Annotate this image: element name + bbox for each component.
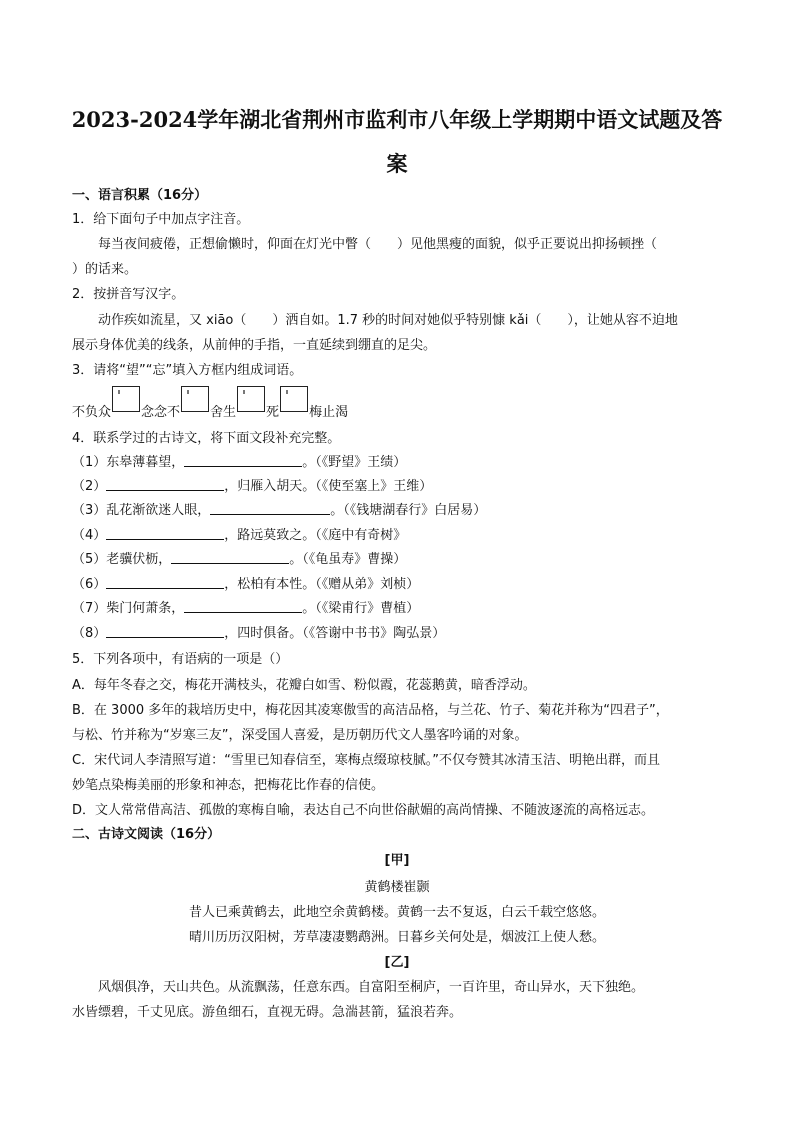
q4-stem: 4．联系学过的古诗文，将下面文段补充完整。 [72, 431, 341, 446]
q5-option-b-line-1: B．在 3000 多年的栽培历史中，梅花因其凌寒傲雪的高洁品格，与兰花、竹子、菊花并称为“四君子”， [72, 703, 669, 718]
q4-item-7 [72, 597, 419, 616]
q5-option-a: A．每年冬春之交，梅花开满枝头，花瓣白如雪、粉似霞，花蕊鹅黄，暗香浮动。 [72, 678, 536, 693]
q3-word-row [72, 386, 348, 420]
q4-item-4 [72, 524, 406, 543]
jia-poem-line-1: 昔人已乘黄鹤去，此地空余黄鹤楼。黄鹤一去不复返，白云千载空悠悠。 [188, 905, 605, 920]
q4-item-6-blank[interactable] [106, 576, 224, 589]
q4-item-5 [72, 548, 406, 567]
q4-item-8-blank[interactable] [106, 625, 224, 638]
q4-item-6-suffix: ，松柏有本性。（《赠从弟》刘桢） [224, 577, 420, 592]
q2-text-c: ），让她从容不迫地 [567, 313, 678, 328]
q4-item-1-suffix: 。（《野望》王绩） [302, 455, 407, 470]
q5-stem: 5．下列各项中，有语病的一项是（） [72, 652, 289, 667]
q4-item-2-blank[interactable] [106, 478, 224, 491]
q4-item-7-suffix: 。（《梁甫行》曹植） [302, 601, 420, 616]
q4-item-3-suffix: 。（《钱塘湖春行》白居易） [330, 503, 487, 518]
q4-item-3 [72, 499, 486, 518]
q3-box-1[interactable] [112, 386, 140, 412]
q2-text-b: ）洒自如。1.7 秒的时间对她似乎特别慷 kǎi（ [272, 313, 542, 328]
jia-poem-title: 黄鹤楼崔颢 [364, 880, 430, 895]
q1-text-a: 每当夜间疲倦，正想偷懒时，仰面在灯光中瞥（ [98, 237, 372, 252]
q1-line-2 [72, 258, 137, 277]
q1-text-b: ）见他黑瘦的面貌，似乎正要说出抑扬顿挫（ [397, 237, 658, 252]
jia-label: [甲] [384, 853, 410, 868]
q5-option-c-line-2: 妙笔点染梅美丽的形象和神态，把梅花比作春的信使。 [72, 778, 385, 793]
q3-part-3: 舍生 [210, 405, 237, 420]
page-title-line-2: 案 [386, 151, 408, 176]
q3-stem: 3．请将“望”“忘”填入方框内组成词语。 [72, 363, 303, 378]
q3-part-1: 不负众 [72, 405, 112, 420]
q3-part-2: 念念不 [141, 405, 181, 420]
q1-line-1 [98, 233, 657, 252]
q4-item-1-blank[interactable] [184, 454, 302, 467]
q2-line-2: 展示身体优美的线条，从前伸的手指，一直延续到绷直的足尖。 [72, 338, 437, 353]
q4-item-8-prefix: （8） [72, 626, 107, 641]
q4-item-6 [72, 573, 419, 592]
q2-text-a: 动作疾如流星，又 xiāo（ [98, 313, 247, 328]
yi-text-line-1: 风烟俱净，天山共色。从流飘荡，任意东西。自富阳至桐庐，一百许里，奇山异水，天下独绝。 [98, 980, 645, 995]
q4-item-3-prefix: （3）乱花渐欲迷人眼， [72, 503, 211, 518]
q4-item-6-prefix: （6） [72, 577, 107, 592]
q4-item-1-prefix: （1）东皋薄暮望， [72, 455, 185, 470]
q2-line-1 [98, 309, 678, 328]
q4-item-8-suffix: ，四时俱备。（《答谢中书书》陶弘景） [224, 626, 446, 641]
q3-box-2[interactable] [181, 386, 209, 412]
q1-text-c: ）的话来。 [72, 262, 138, 277]
q4-item-2-prefix: （2） [72, 479, 107, 494]
yi-label: [乙] [384, 955, 410, 970]
q4-item-4-blank[interactable] [106, 527, 224, 540]
q4-item-2 [72, 475, 432, 494]
section-2-heading: 二、古诗文阅读（16分） [72, 827, 221, 842]
yi-text-line-2: 水皆缥碧，千丈见底。游鱼细石，直视无碍。急湍甚箭，猛浪若奔。 [72, 1005, 463, 1020]
q1-stem: 1．给下面句子中加点字注音。 [72, 212, 250, 227]
section-1-heading: 一、语言积累（16分） [72, 188, 208, 203]
q2-stem: 2．按拼音写汉字。 [72, 287, 185, 302]
q4-item-5-prefix: （5）老骥伏枥， [72, 552, 172, 567]
q4-item-8 [72, 622, 445, 641]
q4-item-5-blank[interactable] [171, 551, 289, 564]
q3-box-3[interactable] [237, 386, 265, 412]
q4-item-4-prefix: （4） [72, 528, 107, 543]
q3-part-5: 梅止渴 [309, 405, 349, 420]
q5-option-d: D．文人常常借高洁、孤傲的寒梅自喻，表达自己不向世俗献媚的高尚情操、不随波逐流的高格远志。 [72, 803, 655, 818]
q4-item-7-prefix: （7）柴门何萧条， [72, 601, 185, 616]
q5-option-c-line-1: C．宋代词人李清照写道：“雪里已知春信至，寒梅点缀琼枝腻。”不仅夸赞其冰清玉洁、明艳出群，而且 [72, 753, 661, 768]
q4-item-4-suffix: ，路远莫致之。（《庭中有奇树》 [224, 528, 407, 543]
q4-item-5-suffix: 。（《龟虽寿》曹操） [289, 552, 407, 567]
q4-item-3-blank[interactable] [210, 502, 330, 515]
jia-poem-line-2: 晴川历历汉阳树，芳草凄凄鹦鹉洲。日暮乡关何处是，烟波江上使人愁。 [188, 930, 605, 945]
q4-item-2-suffix: ，归雁入胡天。（《使至塞上》王维） [224, 479, 433, 494]
q3-box-4[interactable] [280, 386, 308, 412]
q4-item-7-blank[interactable] [184, 600, 302, 613]
q5-option-b-line-2: 与松、竹并称为“岁寒三友”，深受国人喜爱，是历朝历代文人墨客吟诵的对象。 [72, 728, 528, 743]
page-title-line-1: 2023-2024学年湖北省荆州市监利市八年级上学期期中语文试题及答 [71, 107, 723, 132]
q4-item-1 [72, 451, 406, 470]
q3-part-4: 死 [266, 405, 280, 420]
